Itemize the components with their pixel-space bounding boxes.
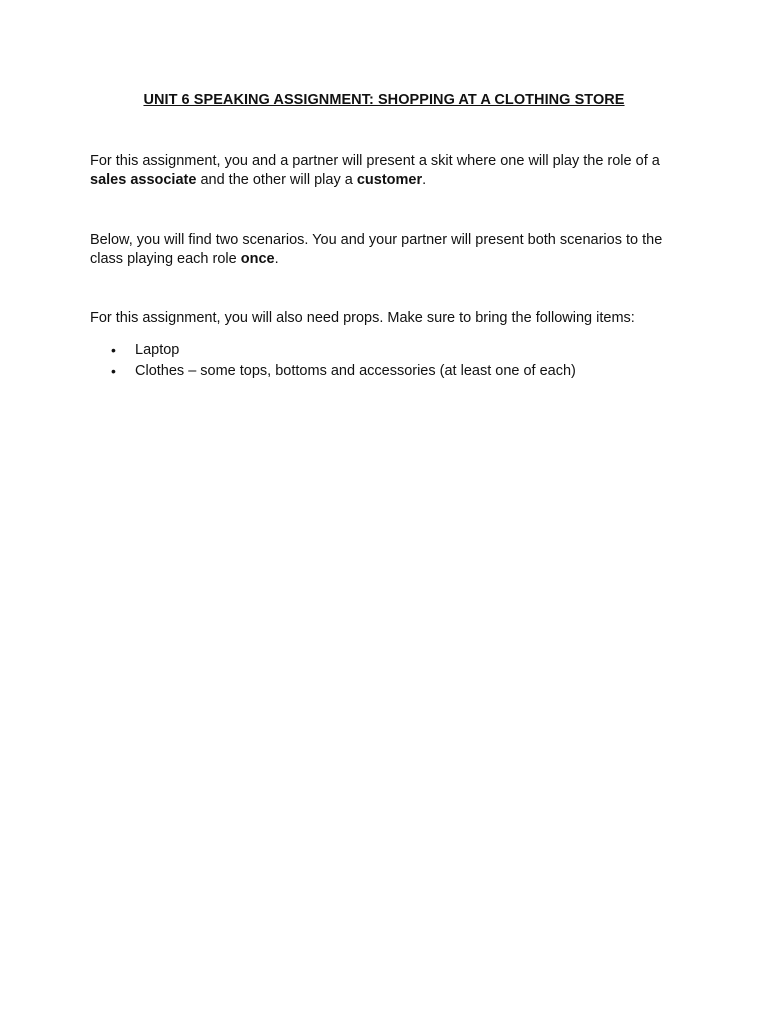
intro-text-2: and the other will play a [196, 172, 357, 188]
list-item-text: Clothes – some tops, bottoms and accessories (at least one of each) [135, 362, 576, 379]
props-paragraph: For this assignment, you will also need props. Make sure to bring the following items: [90, 310, 635, 326]
list-item [90, 340, 690, 361]
scenarios-paragraph [90, 231, 690, 269]
scenarios-text-1: Below, you will find two scenarios. You and your partner will present both scenarios to the class playing each role [90, 232, 663, 267]
list-item-text: Laptop [135, 342, 180, 358]
role-sales-associate: sales associate [90, 172, 197, 188]
props-list [90, 340, 690, 381]
bullet-icon: • [111, 342, 116, 358]
role-customer: customer [356, 172, 423, 188]
emphasis-once: once [240, 251, 275, 267]
intro-text-1: For this assignment, you and a partner will present a skit where one will play the role of a [90, 153, 660, 169]
intro-paragraph [90, 152, 690, 190]
intro-text-3: . [422, 172, 427, 188]
bullet-icon: • [111, 362, 116, 379]
list-item [90, 361, 690, 382]
document-title: UNIT 6 SPEAKING ASSIGNMENT: SHOPPING AT A CLOTHING STORE [143, 92, 625, 108]
scenarios-text-2: . [274, 251, 279, 267]
